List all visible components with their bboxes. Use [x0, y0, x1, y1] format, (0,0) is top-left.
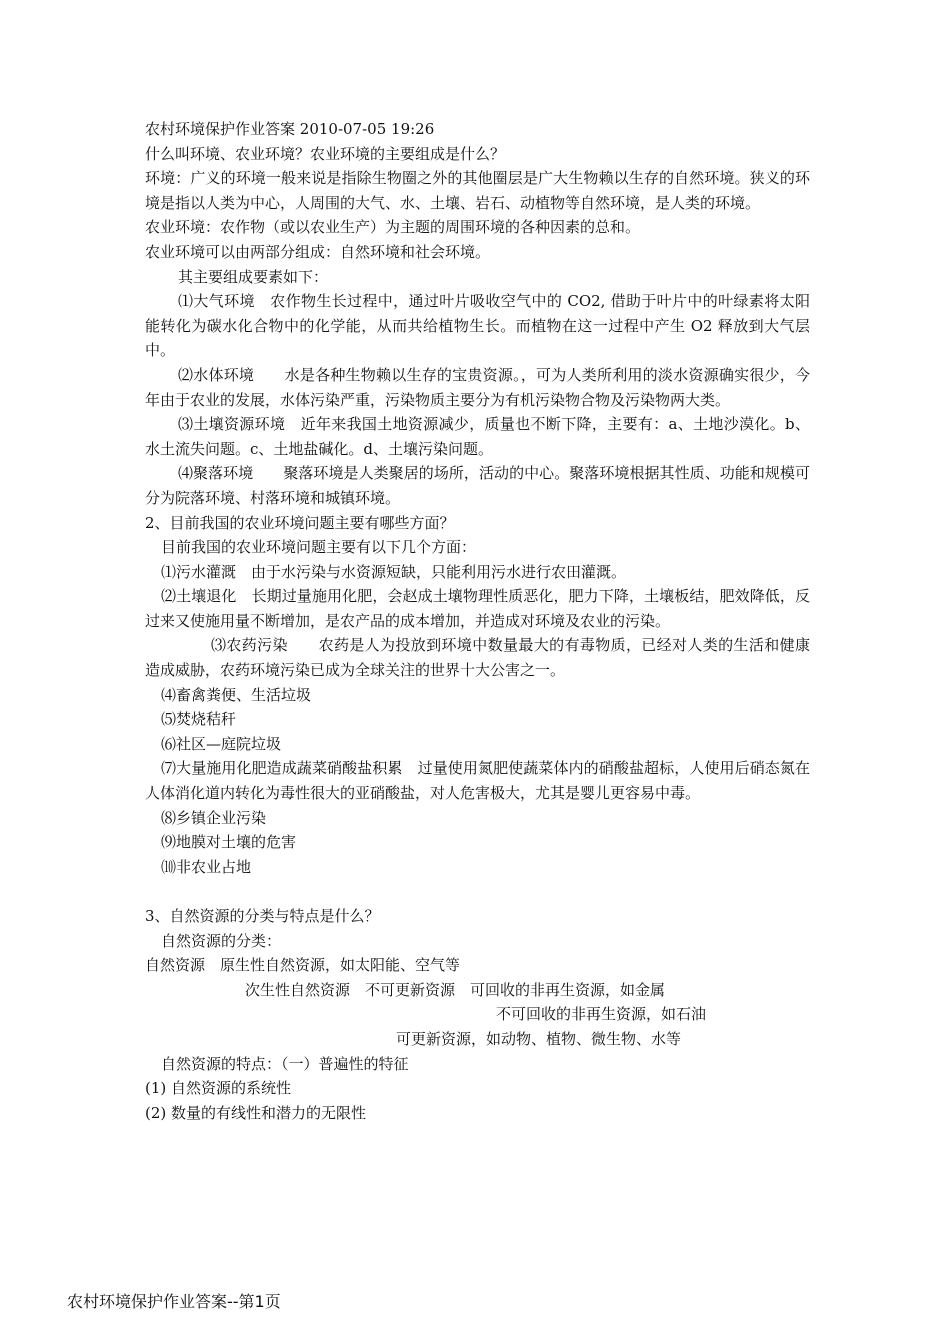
- issue-sewage-irrigation: ⑴污水灌溉 由于水污染与水资源短缺，只能利用污水进行农田灌溉。: [161, 562, 627, 581]
- features-title: 自然资源的特点：（一）普遍性的特征: [161, 1054, 409, 1073]
- question-2: 2、目前我国的农业环境问题主要有哪些方面？: [145, 513, 455, 532]
- feature-2: (2) 数量的有线性和潜力的无限性: [145, 1103, 367, 1122]
- element-soil: ⑶土壤资源环境 近年来我国土地资源减少，质量也不断下降，主要有：a、土地沙漠化。b、水土流失问题。c、土地盐碱化。d、土壤污染问题。: [145, 415, 810, 458]
- classification-tree-line-4: 可更新资源，如动物、植物、微生物、水等: [396, 1029, 682, 1048]
- classification-title: 自然资源的分类：: [161, 931, 282, 950]
- question-3: 3、自然资源的分类与特点是什么？: [145, 907, 380, 925]
- question-2-intro: 目前我国的农业环境问题主要有以下几个方面：: [161, 538, 477, 557]
- classification-tree-line-3: 不可回收的非再生资源，如石油: [496, 1005, 707, 1024]
- document-header: 农村环境保护作业答案 2010-07-05 19:26: [145, 120, 435, 138]
- element-water: ⑵水体环境 水是各种生物赖以生存的宝贵资源。，可为人类所利用的淡水资源确实很少，今年由于农业的发展，水体污染严重，污染物质主要分为有机污染物合物及污染物两大类。: [145, 365, 810, 409]
- issue-non-agricultural-land: ⑽非农业占地: [161, 857, 252, 876]
- elements-intro: 其主要组成要素如下：: [178, 267, 329, 286]
- issue-livestock-waste: ⑷畜禽粪便、生活垃圾: [161, 685, 312, 704]
- blank-line: [145, 879, 810, 904]
- feature-1: (1) 自然资源的系统性: [145, 1079, 292, 1098]
- issue-straw-burning: ⑸焚烧秸秆: [161, 710, 237, 729]
- document-body: [145, 117, 810, 1125]
- element-atmosphere: ⑴大气环境 农作物生长过程中，通过叶片吸收空气中的 CO2, 借助于叶片中的叶绿素将太阳能转化为碳水化合物中的化学能，从而共给植物生长。而植物在这一过程中产生 O2 释放到大气层中。: [145, 292, 810, 360]
- classification-tree-line-1: 自然资源 原生性自然资源，如太阳能、空气等: [145, 956, 461, 975]
- environment-definition: 环境：广义的环境一般来说是指除生物圈之外的其他圈层是广大生物赖以生存的自然环境。狭义的环境是指以人类为中心，人周围的大气、水、土壤、岩石、动植物等自然环境，是人类的环境。: [145, 169, 810, 212]
- element-settlement: ⑷聚落环境 聚落环境是人类聚居的场所，活动的中心。聚落环境根据其性质、功能和规模可分为院落环境、村落环境和城镇环境。: [145, 464, 810, 507]
- classification-tree-line-2: 次生性自然资源 不可更新资源 可回收的非再生资源，如金属: [245, 980, 666, 999]
- issue-soil-degradation: ⑵土壤退化 长期过量施用化肥，会赵成土壤物理性质恶化，肥力下降，土壤板结，肥效降低，反过来又使施用量不断增加，是农产品的成本增加，并造成对环境及农业的污染。: [145, 587, 810, 630]
- issue-community-garbage: ⑹社区—庭院垃圾: [161, 734, 282, 753]
- agricultural-environment-definition: 农业环境：农作物（或以农业生产）为主题的周围环境的各种因素的总和。: [145, 218, 641, 237]
- issue-township-enterprises: ⑻乡镇企业污染: [161, 808, 267, 827]
- page-footer: 农村环境保护作业答案--第1页: [67, 1292, 281, 1311]
- agricultural-environment-parts: 农业环境可以由两部分组成：自然环境和社会环境。: [145, 242, 491, 261]
- issue-pesticide-pollution: ⑶农药污染 农药是人为投放到环境中数量最大的有毒物质，已经对人类的生活和健康造成威胁，农药环境污染已成为全球关注的世界十大公害之一。: [145, 636, 810, 680]
- issue-nitrate-accumulation: ⑺大量施用化肥造成蔬菜硝酸盐积累 过量使用氮肥使蔬菜体内的硝酸盐超标，人使用后硝态氮在人体消化道内转化为毒性很大的亚硝酸盐，对人危害极大，尤其是婴儿更容易中毒。: [145, 759, 810, 803]
- question-1: 什么叫环境、农业环境？农业环境的主要组成是什么？: [145, 144, 506, 163]
- issue-plastic-film: ⑼地膜对土壤的危害: [161, 833, 297, 852]
